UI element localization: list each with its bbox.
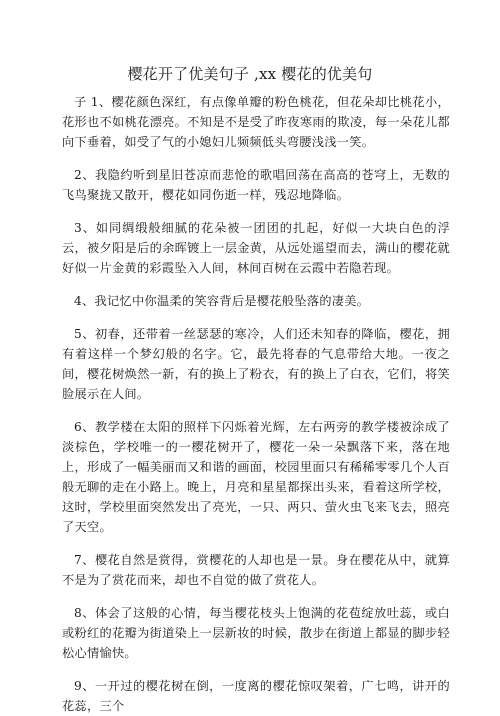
paragraph-6: 6、教学楼在太阳的照样下闪烁着光辉，左右两旁的教学楼被涂成了淡棕色，学校唯一的一樱花树开了，樱花一朵一朵飘落下来，落在地上，形成了一幅美丽而又和谐的画面，校园里面只有稀稀零零几个人百般无聊的走在小路上。晚上，月亮和星星都探出头来，看着这所学校，这时，学校里面突然发出了亮光，一只、两只、萤火虫飞来飞去，照亮了天空。 — [62, 420, 450, 534]
paragraph-9: 9、一开过的樱花树在倒，一度离的樱花惊叹架着，广七鸣，讲开的花蕊，三个 — [62, 679, 450, 713]
paragraph-4: 4、我记忆中你温柔的笑容背后是樱花般坠落的凄美。 — [74, 294, 370, 308]
paragraph-3: 3、如同绸缎般细腻的花朵被一团团的扎起，好似一大块白色的浮云，被夕阳是后的余晖镀上一层金黄，从远处遥望而去，满山的樱花就好似一片金黄的彩霞坠入人间，林间百树在云霞中若隐若现。 — [62, 221, 450, 275]
paragraph-5: 5、初春，还带着一丝瑟瑟的寒冷，人们还未知春的降临，樱花，拥有着这样一个梦幻般的名字。它，最先将春的气息带给大地。一夜之间，樱花树焕然一新，有的换上了粉衣，有的换上了白衣，它们，将笑脸展示在人间。 — [62, 327, 450, 401]
paragraph-8: 8、体会了这般的心情，每当樱花枝头上饱满的花苞绽放吐蕊，或白或粉红的花瓣为街道染上一层新妆的时候，散步在街道上都显的脚步轻松心情愉快。 — [62, 606, 450, 660]
document-body — [62, 92, 450, 716]
document-title: 樱花开了优美句子 ,xx 樱花的优美句 — [127, 65, 373, 83]
paragraph-1: 子 1、樱花颜色深红，有点像单瓣的粉色桃花，但花朵却比桃花小，花形也不如桃花漂亮。不知是不是受了昨夜寒雨的欺凌，每一朵花儿都向下垂着，如受了气的小媳妇儿频频低头弯腰浅浅一笑。 — [62, 95, 450, 149]
paragraph-7: 7、樱花自然是赏得，赏樱花的人却也是一景。身在樱花从中，就算不是为了赏花而来，却也不自觉的做了赏花人。 — [62, 553, 450, 587]
paragraph-2: 2、我隐约听到星旧苍凉而悲怆的歌唱回荡在高高的苍穹上，无数的飞鸟聚拢又散开，樱花如同伤逝一样，残忍地降临。 — [62, 168, 450, 202]
